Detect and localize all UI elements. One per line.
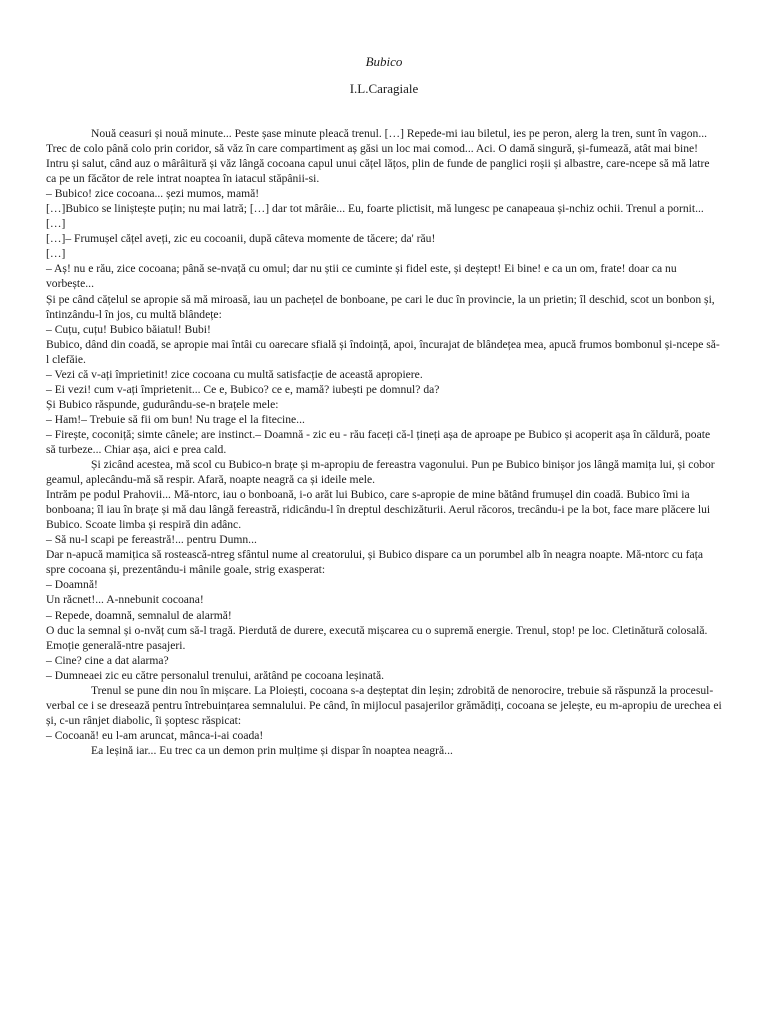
story-paragraph: – Cuțu, cuțu! Bubico băiatul! Bubi! [46, 322, 211, 336]
story-paragraph: – Ham!– Trebuie să fii om bun! Nu trage el la fitecine... [46, 412, 305, 426]
story-paragraph: Și Bubico răspunde, gudurându-se-n brațele mele: [46, 397, 279, 411]
story-paragraph: – Bubico! zice cocoana... șezi mumos, mamă! [46, 187, 260, 201]
story-paragraph: Dar n-apucă mamițica să rostească-ntreg sfântul nume al creatorului, și Bubico dispare ca un porumbel alb în neagra noapte. Mă-ntorc cu fața spre cocoana și, prezentându-i mânile goale, strig exasperat: [46, 548, 704, 577]
story-paragraph: – Cocoană! eu l-am aruncat, mânca-i-ai coada! [46, 728, 264, 742]
story-paragraph: O duc la semnal și o-nvăț cum să-l tragă. Pierdută de durere, execută mișcarea cu o supremă energie. Trenul, stop! pe loc. Cletinătură colosală. Emoție generală-ntre pasajeri. [46, 623, 708, 652]
document-title: Bubico [365, 54, 403, 69]
story-paragraph: – Repede, doamnă, semnalul de alarmă! [46, 608, 232, 622]
story-paragraph: Trenul se pune din nou în mișcare. La Ploiești, cocoana s-a deșteptat din leșin; zdrobită de nenorocire, trebuie să răspunză la procesul-verbal ce i se dresează pentru întrebuințarea semnalului. Pe când, în mijlocul pasajerilor grămădiți, cocoana se jelește, eu m-apropiu de urechea ei și, c-un rânjet diabolic, îi șoptesc răspicat: [46, 683, 722, 727]
story-paragraph: […] [46, 247, 66, 261]
story-paragraph: – Firește, coconiță; simte cânele; are instinct.– Doamnă - zic eu - rău faceți că-l țineți așa de aproape pe Bubico și acoperit așa în căldură, poate să turbeze... Chiar așa, aici e prea cald. [46, 427, 711, 456]
story-paragraph: – Vezi că v-ați împrietinit! zice cocoana cu multă satisfacție de această apropiere. [46, 367, 423, 381]
story-paragraph: Și pe când cățelul se apropie să mă miroasă, iau un pachețel de bonboane, pe cari le duc în provincie, la un prietin; îl deschid, scot un bonbon și, întinzându-l în jos, cu multă blândețe: [46, 292, 715, 321]
story-paragraph: – Ei vezi! cum v-ați împrietenit... Ce e, Bubico? ce e, mamă? iubești pe domnul? da? [46, 382, 440, 396]
story-paragraph: […]– Frumușel cățel aveți, zic eu cocoanii, după câteva momente de tăcere; da' rău! [46, 232, 436, 246]
story-paragraph: – Dumneaei zic eu către personalul trenului, arătând pe cocoana leșinată. [46, 668, 384, 682]
story-paragraph: […]Bubico se liniștește puțin; nu mai latră; […] dar tot mârâie... Eu, foarte plictisit, mă lungesc pe canapeaua și-nchiz ochii. Trenul a pornit... […] [46, 202, 704, 231]
story-paragraph: Bubico, dând din coadă, se apropie mai întâi cu oarecare sfială și îndoință, apoi, încurajat de blândețea mea, apucă frumos bombonul și-ncepe să-l clefăie. [46, 337, 720, 366]
story-paragraph: Și zicând acestea, mă scol cu Bubico-n brațe și m-apropiu de fereastra vagonului. Pun pe Bubico binișor jos lângă mamița lui, și cobor geamul, aplecându-mă să respir. Afară, noapte neagră ca și ideile mele. [46, 458, 715, 487]
story-paragraph: Nouă ceasuri și nouă minute... Peste șase minute pleacă trenul. […] Repede-mi iau biletul, ies pe peron, alerg la tren, sunt în vagon... Trec de colo până colo prin coridor, să văz în care compartiment aș găsi un loc mai comod... Aci. O damă singură, și-fumează, atât mai bine! Intru și salut, când auz o mârâitură și văz lângă cocoana capul unui cățel lățos, plin de funde de panglici roșii și albastre, care-ncepe să mă latre ca pe un făcător de rele intrat noaptea în iatacul stăpânii-si. [46, 127, 710, 186]
story-paragraph: – Să nu-l scapi pe fereastră!... pentru Dumn... [46, 533, 257, 547]
story-paragraph: – Doamnă! [46, 578, 98, 592]
story-paragraph: Un răcnet!... A-nnebunit cocoana! [46, 593, 204, 607]
document-author: I.L.Caragiale [349, 81, 419, 96]
story-body [46, 126, 722, 758]
story-paragraph: – Aș! nu e rău, zice cocoana; până se-nvață cu omul; dar nu știi ce cuminte și fidel este, și deștept! Ei bine! e ca un om, frate! doar ca nu vorbește... [46, 262, 677, 291]
story-paragraph: – Cine? cine a dat alarma? [46, 653, 169, 667]
story-paragraph: Intrăm pe podul Prahovii... Mă-ntorc, iau o bonboană, i-o arăt lui Bubico, care s-apropie de mine bătând frumușel din coadă. Bubico îmi ia bonboana; îl iau în brațe și mă dau lângă fereastră, ridicându-l în dreptul deschizăturii. Aerul răcoros, trecându-i pe la bot, face mare plăcere lui Bubico. Scoate limba și respiră din adânc. [46, 488, 711, 532]
story-paragraph: Ea leșină iar... Eu trec ca un demon prin mulțime și dispar în noaptea neagră... [91, 743, 453, 757]
